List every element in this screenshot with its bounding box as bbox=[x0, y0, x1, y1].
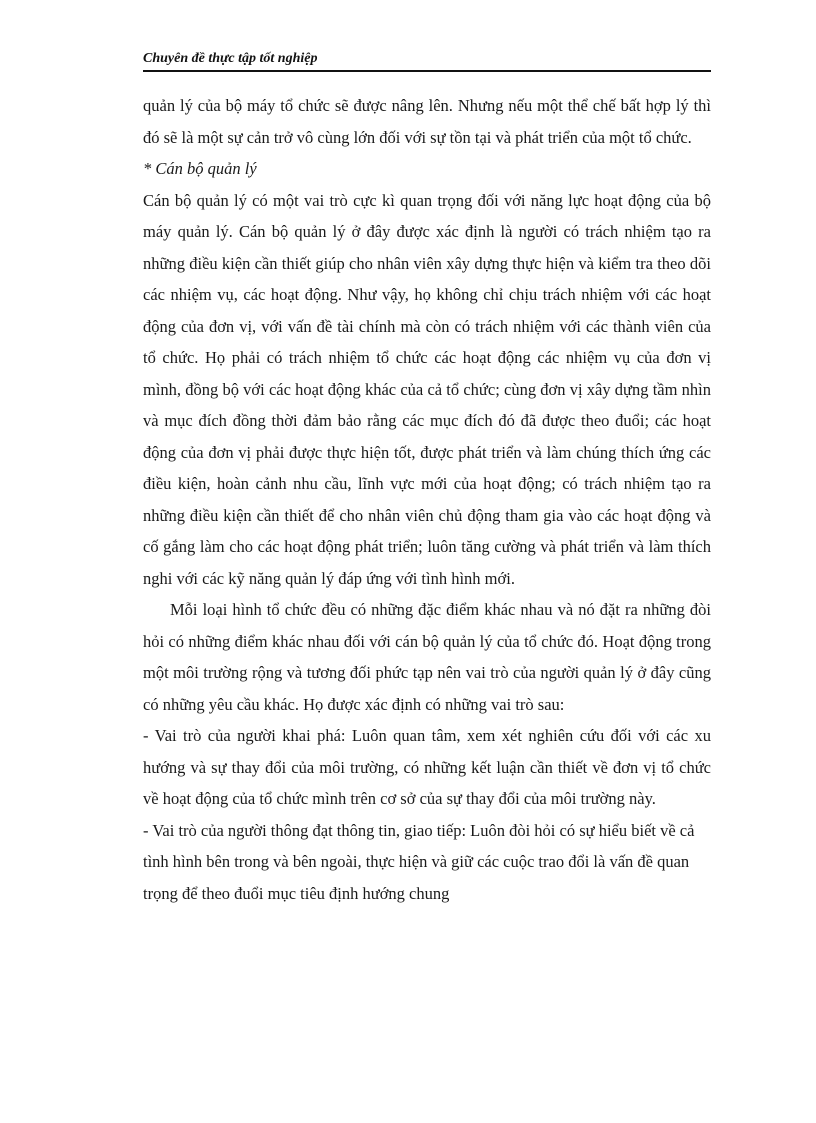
list-item-communicator-role: - Vai trò của người thông đạt thông tin, giao tiếp: Luôn đòi hỏi có sự hiểu biết về cả tình hình bên trong và bên ngoài, thực hiện và giữ các cuộc trao đổi là vấn đề quan trọng để theo đuổi mục tiêu định hướng chung bbox=[143, 820, 695, 903]
page-header bbox=[143, 50, 711, 72]
header-title: Chuyên đề thực tập tốt nghiệp bbox=[143, 51, 318, 66]
paragraph-continuation: quản lý của bộ máy tổ chức sẽ được nâng lên. Nhưng nếu một thể chế bất hợp lý thì đó sẽ là một sự cản trở vô cùng lớn đối với sự tồn tại và phát triển của một tổ chức. bbox=[143, 96, 711, 147]
paragraph-manager-role: Cán bộ quản lý có một vai trò cực kì quan trọng đối với năng lực hoạt động của bộ máy quản lý. Cán bộ quản lý ở đây được xác định là người có trách nhiệm tạo ra những điều kiện cần thiết giúp cho nhân viên xây dựng thực hiện và kiểm tra theo dõi các nhiệm vụ, các hoạt động. Như vậy, họ không chỉ chịu trách nhiệm với các hoạt động của đơn vị, với vấn đề tài chính mà còn có trách nhiệm với các thành viên của tổ chức. Họ phải có trách nhiệm tổ chức các hoạt động các nhiệm vụ của đơn vị mình, đồng bộ với các hoạt động khác của cả tổ chức; cùng đơn vị xây dựng tầm nhìn và mục đích đồng thời đảm bảo rằng các mục đích đó đã được theo đuổi; các hoạt động của đơn vị phải được thực hiện tốt, được phát triển và làm chúng thích ứng các điều kiện, hoàn cảnh nhu cầu, lĩnh vực mới của hoạt động; có trách nhiệm tạo ra những điều kiện cần thiết để cho nhân viên chủ động tham gia vào các hoạt động và cố gắng làm cho các hoạt động phát triển; luôn tăng cường và phát triển và làm thích nghi với các kỹ năng quản lý đáp ứng với tình hình mới. bbox=[143, 190, 711, 588]
section-heading-can-bo-quan-ly: * Cán bộ quản lý bbox=[143, 159, 257, 178]
document-body bbox=[143, 90, 711, 909]
list-item-explorer-role: - Vai trò của người khai phá: Luôn quan tâm, xem xét nghiên cứu đối với các xu hướng và sự thay đổi của môi trường, có những kết luận cần thiết về đơn vị tổ chức về hoạt động của tổ chức mình trên cơ sở của sự thay đổi của môi trường này. bbox=[143, 726, 711, 808]
paragraph-organization-types: Mỗi loại hình tổ chức đều có những đặc điểm khác nhau và nó đặt ra những đòi hỏi có những điểm khác nhau đối với cán bộ quản lý của tổ chức đó. Hoạt động trong một môi trường rộng và tương đối phức tạp nên vai trò của người quản lý ở đây cũng có những yêu cầu khác. Họ được xác định có những vai trò sau: bbox=[143, 600, 711, 714]
